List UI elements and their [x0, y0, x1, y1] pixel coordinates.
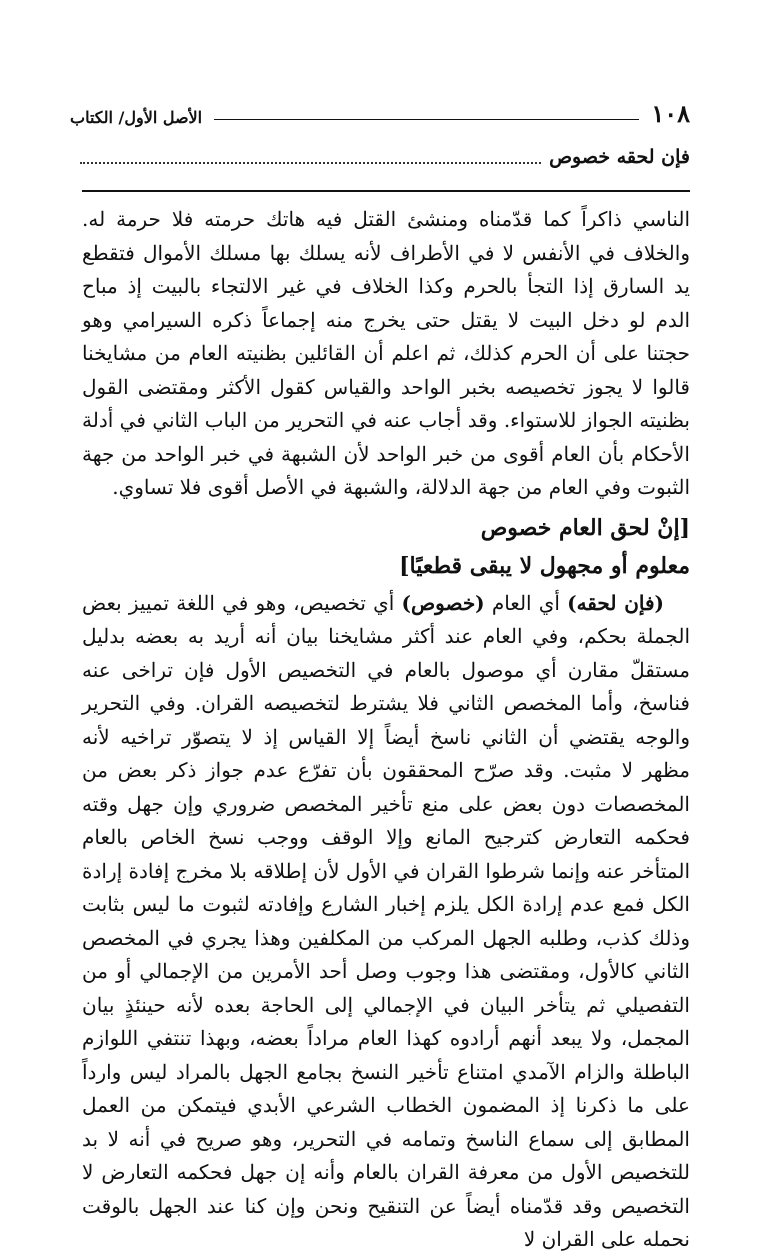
page-header — [70, 92, 690, 126]
section-heading-line: [إنْ لحق العام خصوص — [480, 514, 690, 541]
running-title: الأصل الأول/ الكتاب — [70, 108, 203, 127]
matn-subheader — [80, 146, 690, 168]
separator-rule — [82, 190, 690, 192]
section-heading — [82, 509, 690, 585]
paragraph — [82, 587, 690, 1257]
commentary-text: أي العام — [484, 590, 568, 615]
paragraph: الناسي ذاكراً كما قدّمناه ومنشئ القتل فيه هاتك حرمته فلا حرمة له. والخلاف في الأنفس لا في الأطراف لأنه يسلك بها مسلك الأموال فتقطع يد السارق إذا التجأ بالحرم وكذا الخلاف في غير الالتجاء بالبيت إذ مباح الدم لو دخل البيت لا يقتل حتى يخرج منه إجماعاً ذكره السيرامي وهو حجتنا على أن الحرم كذلك، ثم اعلم أن القائلين بظنيته العام من مشايخنا قالوا لا يجوز تخصيصه بخبر الواحد والقياس كقول الأكثر ومقتضى القول بظنيته الجواز للاستواء. وقد أجاب عنه في التحرير من الباب الثاني في أدلة الأحكام بأن العام أقوى من خبر الواحد لأن الشبهة في خبر الواحد من جهة الثبوت وفي العام من جهة الدلالة، والشبهة في الأصل أقوى فلا تساوي. — [82, 207, 690, 499]
dotted-leader — [80, 150, 541, 164]
body-text — [82, 203, 690, 1257]
section-heading-line: معلوم أو مجهول لا يبقى قطعيًا] — [399, 552, 690, 579]
matn-term: (فإن لحقه) — [567, 590, 665, 615]
commentary-text: أي تخصيص، وهو في اللغة تمييز بعض الجملة بحكم، وفي العام عند أكثر مشايخنا بيان أنه أريد به بعضه بدليل مستقلّ مقارن أي موصول بالعام في التخصيص الأول فإن تراخى عنه فناسخ، وأما المخصص الثاني فلا يشترط لتخصيصه القران. وفي التحرير والوجه يقتضي أن الثاني ناسخ أيضاً إلا القياس إذ لا يتصوّر تراخيه لأنه مظهر لا مثبت. وقد صرّح المحققون بأن تفرّع عدم جواز ذكر بعض من المخصصات دون بعض على منع تأخير المخصص ضروري وإن جهل وقته فحكمه التعارض كترجيح المانع وإلا الوقف ووجب نسخ الخاص بالعام المتأخر عنه وإنما شرطوا القران في الأول لأن إطلاقه بلا مخرج إفادة إرادة الكل فمع عدم إرادة الكل يلزم إخبار الشارع وإفادته لثبوت ما ليس بثابت وذلك كذب، وطلبه الجهل المركب من المكلفين وهذا يجري في المخصص الثاني كالأول، ومقتضى هذا وجوب وصل أحد الأمرين من الإجمالي أو من التفصيلي ثم يتأخر البيان في الإجمالي إلى الحاجة بعده لأنه حينئذٍ بيان المجمل، ولا يبعد أنهم أرادوه كهذا العام مراداً بعضه، وبهذا تنتفي اللوازم الباطلة والزام الآمدي امتناع تأخير النسخ بجامع الجهل بالمراد ليس وارداً على ما ذكرنا إذ المضمون الخطاب الشرعي الأبدي فيتمكن من العمل المطابق إلى سماع الناسخ وتمامه في التحرير، وهو صريح في أنه لا بد للتخصيص الأول من معرفة القران بالعام وأنه إن جهل فحكمه التعارض لا التخصيص وقد قدّمناه أيضاً عن التنقيح ونحن وإن كنا عند الجهل بالوقت نحمله على القران لا — [82, 590, 690, 1251]
matn-text: فإن لحقه خصوص — [549, 146, 690, 168]
page-number: ١٠٨ — [651, 99, 690, 128]
header-rule — [214, 119, 639, 120]
matn-term: (خصوص) — [401, 590, 485, 615]
